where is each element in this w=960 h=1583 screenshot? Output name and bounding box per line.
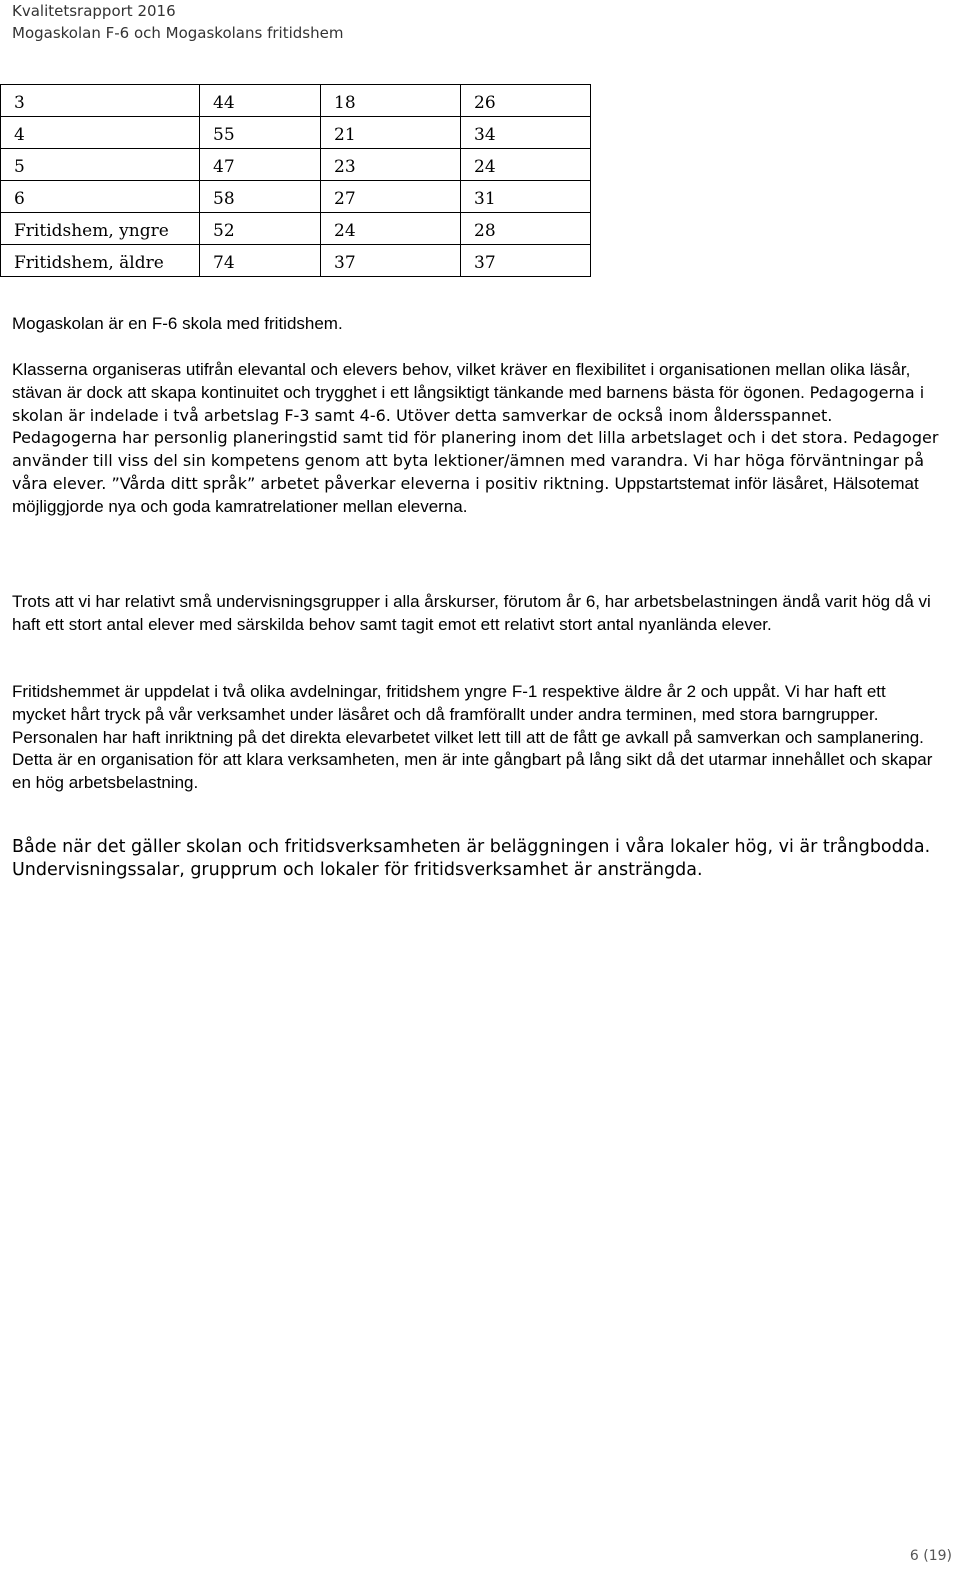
table-cell: 5 (1, 149, 200, 181)
table-cell: Fritidshem, yngre (1, 213, 200, 245)
organisation-text-a: Klasserna organiseras utifrån elevantal och elevers behov, vilket kräver en flexibilitet i organisationen mellan olika läsår, stävan är dock att skapa kontinuitet och trygghet i ett långsiktigt tänkande med barnens bästa för ögonen. (12, 360, 911, 402)
table-row (1, 117, 591, 149)
table-cell: 6 (1, 181, 200, 213)
table-cell: 21 (321, 117, 461, 149)
organisation-text-b: Pedagogerna i skolan är indelade i två arbetslag F-3 samt 4-6. Utöver detta samverkar de också inom åldersspannet. Pedagogerna har personlig planeringstid samt tid för planering inom det lilla arbetslaget och i det stora. Pedagoger använder till viss del sin kompetens genom att byta lektioner/ämnen med varandra. Vi har höga förväntningar på våra elever. ”Vårda ditt språk” arbetet påverkar eleverna i positiv riktning. (12, 382, 939, 493)
table-cell: 31 (461, 181, 591, 213)
table-cell: 3 (1, 85, 200, 117)
organisation-paragraph (12, 359, 942, 519)
table-cell: 24 (461, 149, 591, 181)
report-title: Kvalitetsrapport 2016 (12, 2, 176, 20)
page-header (12, 0, 343, 44)
organisation-text-c: Uppstartstemat inför läsåret, Hälsotemat möjliggjorde nya och goda kamratrelationer mellan eleverna. (12, 473, 919, 516)
table-cell: 34 (461, 117, 591, 149)
fritidshem-paragraph: Fritidshemmet är uppdelat i två olika avdelningar, fritidshem yngre F-1 respektive äldre år 2 och uppåt. Vi har haft ett mycket hårt tryck på vår verksamhet under läsåret och då framförallt under andra terminen, med stora barngrupper. Personalen har haft inriktning på det direkta elevarbetet vilket lett till att de fått ge avkall på samverkan och samplanering. Detta är en organisation för att klara verksamheten, men är inte gångbart på lång sikt då det utarmar innehållet och skapar en hög arbetsbelastning. (12, 682, 933, 793)
table-cell: 27 (321, 181, 461, 213)
table-cell: 47 (200, 149, 321, 181)
table-cell: 55 (200, 117, 321, 149)
table-row (1, 213, 591, 245)
intro-paragraph: Mogaskolan är en F-6 skola med fritidshem. (12, 314, 343, 333)
table-row (1, 149, 591, 181)
page-number: 6 (19) (909, 1548, 952, 1564)
workload-paragraph: Trots att vi har relativt små undervisningsgrupper i alla årskurser, förutom år 6, har arbetsbelastningen ändå varit hög då vi haft ett stort antal elever med särskilda behov samt tagit emot ett relativt stort antal nyanlända elever. (12, 592, 931, 634)
table-cell: Fritidshem, äldre (1, 245, 200, 277)
table-cell: 52 (200, 213, 321, 245)
table-row (1, 245, 591, 277)
table-row (1, 85, 591, 117)
table-cell: 74 (200, 245, 321, 277)
table-cell: 37 (321, 245, 461, 277)
table-cell: 18 (321, 85, 461, 117)
table-cell: 28 (461, 213, 591, 245)
table-cell: 23 (321, 149, 461, 181)
statistics-table (0, 84, 591, 277)
report-subtitle: Mogaskolan F-6 och Mogaskolans fritidshem (12, 24, 344, 42)
table-cell: 24 (321, 213, 461, 245)
table-row (1, 181, 591, 213)
table-cell: 4 (1, 117, 200, 149)
table-cell: 44 (200, 85, 321, 117)
table-cell: 37 (461, 245, 591, 277)
table-cell: 58 (200, 181, 321, 213)
premises-paragraph: Både när det gäller skolan och fritidsverksamheten är beläggningen i våra lokaler hög, vi är trångbodda. Undervisningssalar, grupprum och lokaler för fritidsverksamhet är ansträngda. (12, 837, 931, 880)
table-cell: 26 (461, 85, 591, 117)
